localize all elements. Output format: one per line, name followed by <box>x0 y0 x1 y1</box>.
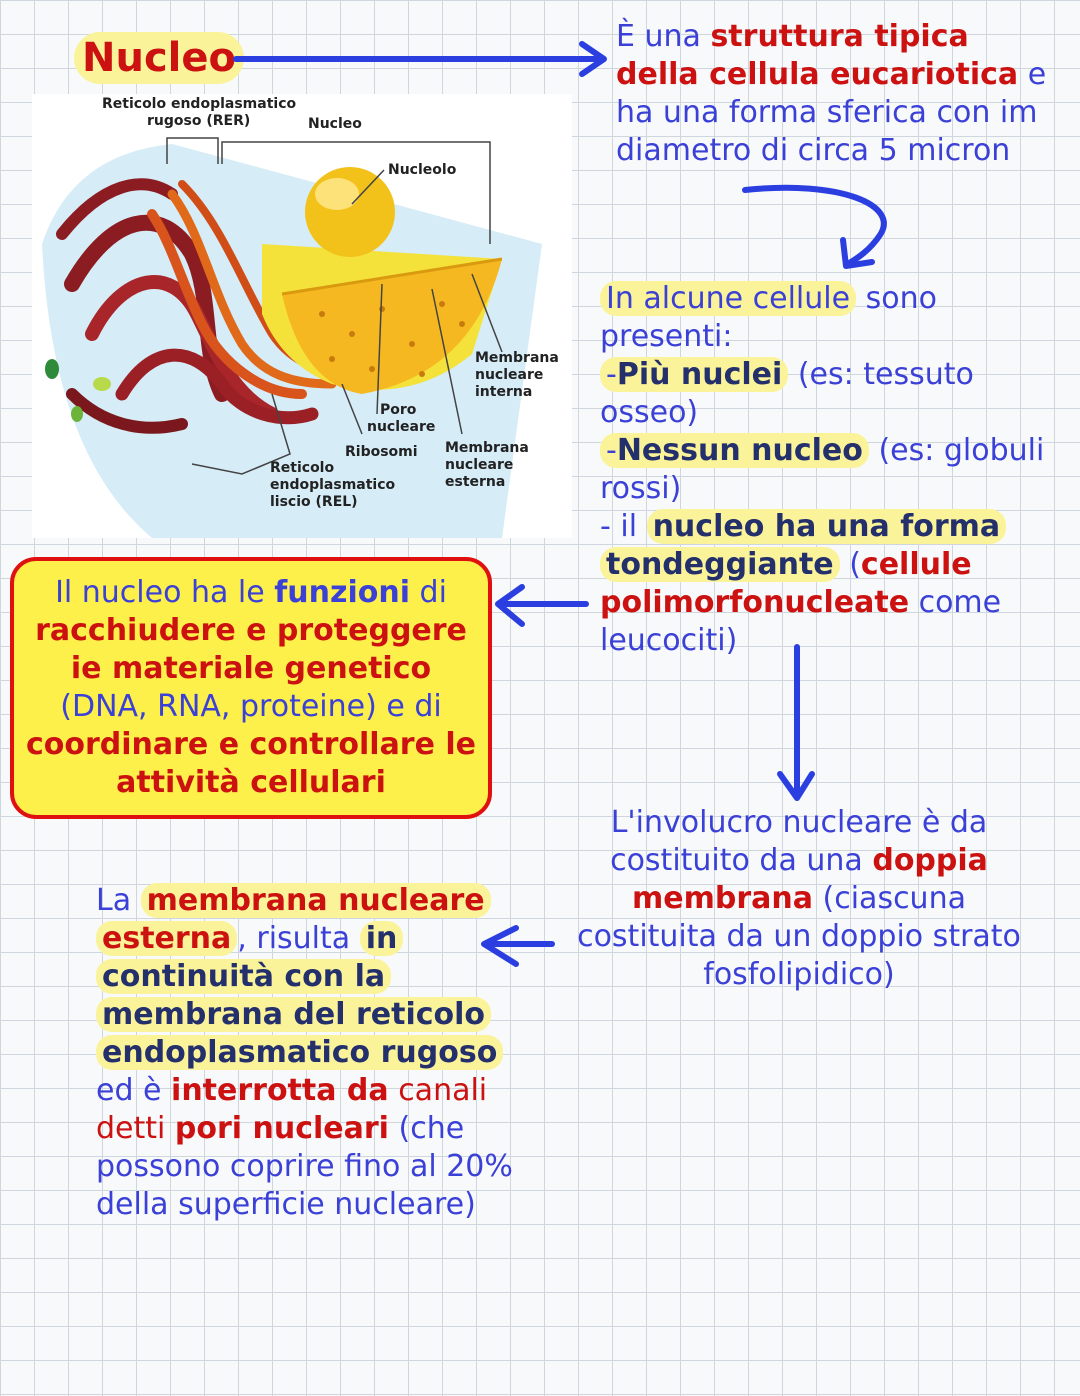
label-nucleo: Nucleo <box>308 116 362 132</box>
intro-t2: struttura tipica della cellula eucariotica <box>616 19 1019 92</box>
intro-t1: È una <box>616 19 711 54</box>
page-title: Nucleo <box>74 32 244 84</box>
cases-text <box>600 280 1050 660</box>
outer-o7: canali detti <box>96 1073 488 1146</box>
functions-f6: coordinare e controllare le attività cellulari <box>25 727 477 800</box>
outer-o1: La <box>96 883 141 918</box>
outer-o6: interrotta da <box>171 1073 389 1108</box>
arrow-title-to-intro <box>236 44 604 74</box>
item3-bold: nucleo ha una forma tondeggiante <box>600 509 1006 582</box>
outer-o2: membrana nucleare esterna <box>96 883 491 956</box>
item3-mid: ( <box>839 547 861 582</box>
item2-rest: (es: globuli rossi) <box>600 433 1045 506</box>
outer-o4: in continuità con la membrana del reticolo endoplasmatico rugoso <box>96 921 503 1070</box>
outer-o9: (che possono coprire fino al 20% della superficie nucleare) <box>96 1111 513 1222</box>
label-rel: Reticolo endoplasmatico liscio (REL) <box>270 460 396 510</box>
item1-dash: - <box>606 357 617 392</box>
outer-membrane-text <box>96 882 516 1224</box>
label-membrana-interna: Membrana nucleare interna <box>475 350 559 400</box>
envelope-e3: (ciascuna costituita da un doppio strato fosfolipidico) <box>577 881 1021 992</box>
item2-dash: - <box>606 433 617 468</box>
functions-box <box>10 557 492 819</box>
arrow-cases-to-envelope <box>780 647 812 798</box>
cases-lead-highlight: In alcune cellule <box>600 281 856 316</box>
outer-o3: , risulta <box>237 921 360 956</box>
envelope-e2: doppia membrana <box>632 843 988 916</box>
envelope-text <box>568 804 1030 994</box>
arrow-cases-to-functions <box>498 587 586 624</box>
envelope-e1: L'involucro nucleare è da costituito da una <box>610 805 988 878</box>
functions-f4: racchiudere e proteggere ie materiale genetico <box>35 613 467 686</box>
item1-bold: Più nuclei <box>616 357 783 392</box>
label-poro: Poro nucleare <box>367 402 436 435</box>
label-membrana-esterna: Membrana nucleare esterna <box>445 440 529 490</box>
label-ribosomi: Ribosomi <box>345 444 418 460</box>
label-nucleolo: Nucleolo <box>388 162 457 178</box>
intro-t3: e ha una forma sferica con im diametro di circa 5 micron <box>616 57 1047 168</box>
label-rer: Reticolo endoplasmatico rugoso (RER) <box>102 96 297 129</box>
item2-bold: Nessun nucleo <box>616 433 863 468</box>
nucleus-diagram <box>32 94 572 538</box>
cases-lead-rest: sono presenti: <box>600 281 937 354</box>
functions-f1: Il nucleo ha le <box>55 575 275 610</box>
functions-f2: funzioni <box>274 575 411 610</box>
item3-rest: come leucociti) <box>600 585 1002 658</box>
functions-f3: di <box>410 575 447 610</box>
outer-o8: pori nucleari <box>174 1111 389 1146</box>
outer-o5: ed è <box>96 1073 172 1108</box>
functions-text <box>24 574 478 802</box>
item1-rest: (es: tessuto osseo) <box>600 357 974 430</box>
functions-f5: (DNA, RNA, proteine) e di <box>60 689 442 724</box>
item3-pre: - il <box>600 509 647 544</box>
intro-text <box>616 18 1056 170</box>
arrow-intro-to-cases <box>745 188 884 266</box>
item3-red: cellule polimorfonucleate <box>600 547 972 620</box>
